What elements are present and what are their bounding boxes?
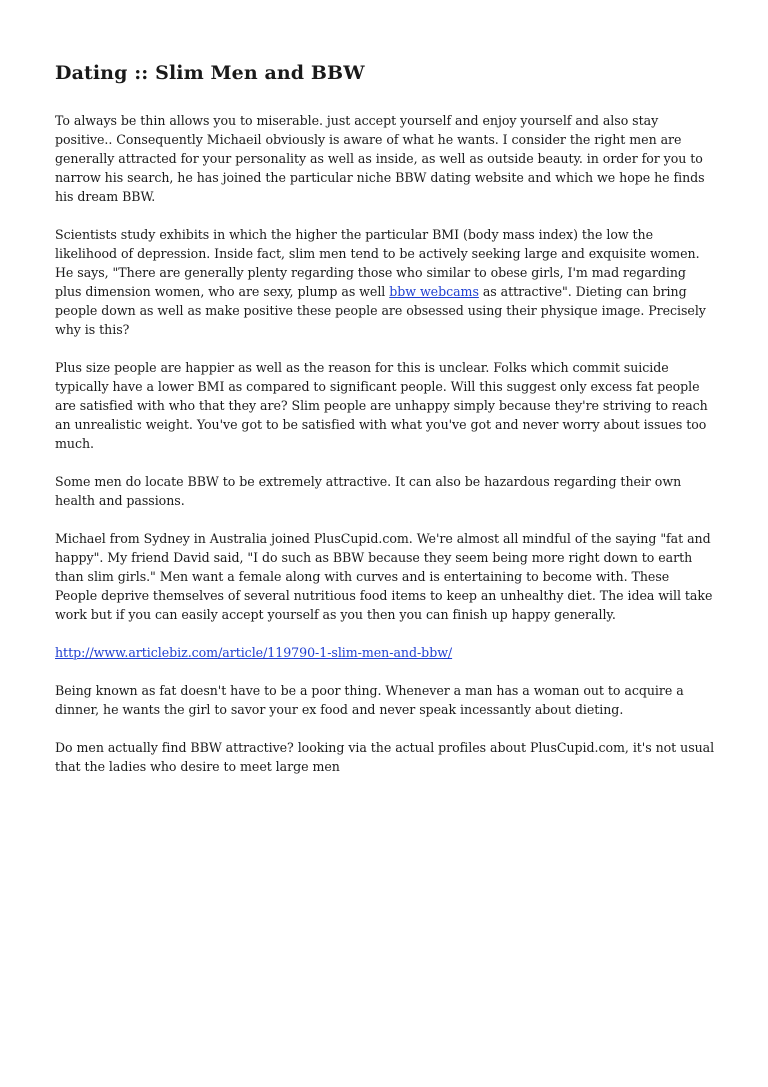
source-url-link[interactable]: http://www.articlebiz.com/article/119790-1-slim-men-and-bbw/ — [55, 645, 453, 660]
paragraph-5: Michael from Sydney in Australia joined PlusCupid.com. We're almost all mindful of the saying "fat and happy". My friend David said, "I do such as BBW because they seem being more right down to earth than slim girls." Men want a female along with curves and is entertaining to become with. These People deprive themselves of several nutritious food items to keep an unhealthy diet. The idea will take work but if you can easily accept yourself as you then you can finish up happy generally. — [55, 531, 713, 622]
paragraph-3: Plus size people are happier as well as the reason for this is unclear. Folks which commit suicide typically have a lower BMI as compared to significant people. Will this suggest only excess fat people are satisfied with who that they are? Slim people are unhappy simply because they're striving to reach an unrealistic weight. You've got to be satisfied with what you've got and never worry about issues too much. — [55, 360, 708, 451]
paragraph-7: Being known as fat doesn't have to be a poor thing. Whenever a man has a woman out to acquire a dinner, he wants the girl to savor your ex food and never speak incessantly about dieting. — [55, 683, 684, 717]
document-page — [55, 60, 715, 795]
paragraph-8: Do men actually find BBW attractive? looking via the actual profiles about PlusCupid.com, it's not usual that the ladies who desire to meet large men — [55, 740, 715, 774]
bbw-webcams-link[interactable]: bbw webcams — [389, 284, 479, 299]
paragraph-2-text-before: Scientists study exhibits in which the higher the particular BMI (body mass index) the low the likelihood of depression. Inside fact, slim men tend to be actively seeking large and exquisite women. He says, "There are generally plenty regarding those who similar to obese girls, I'm mad regarding plus dimension women, who are sexy, plump as well — [55, 227, 700, 299]
page-title: Dating :: Slim Men and BBW — [55, 62, 365, 84]
paragraph-2-text-after: as attractive". Dieting can bring people down as well as make positive these people are obsessed using their physique image. Precisely why is this? — [55, 284, 706, 337]
paragraph-6 — [55, 643, 715, 662]
paragraph-4: Some men do locate BBW to be extremely attractive. It can also be hazardous regarding their own health and passions. — [55, 474, 682, 508]
paragraph-1: To always be thin allows you to miserable. just accept yourself and enjoy yourself and also stay positive.. Consequently Michaeil obviously is aware of what he wants. I consider the right men are generally attracted for your personality as well as inside, as well as outside beauty. in order for you to narrow his search, he has joined the particular niche BBW dating website and which we hope he finds his dream BBW. — [55, 113, 705, 204]
paragraph-2 — [55, 225, 715, 339]
